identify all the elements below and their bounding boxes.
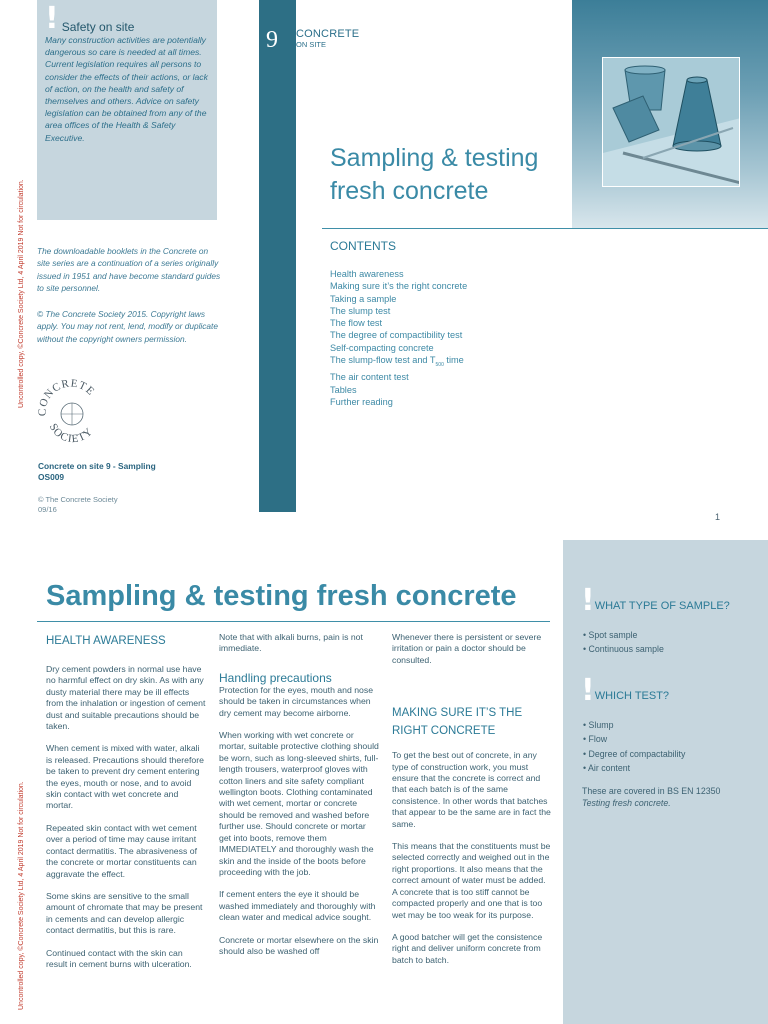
page1-rule <box>322 228 768 229</box>
blue-bar <box>259 0 296 512</box>
watermark-bottom: Uncontrolled copy, ©Concrete Society Ltd, 4 April 2019 Not for circulation. <box>18 781 25 1010</box>
contents-heading: CONTENTS <box>330 239 396 253</box>
series-sub: ON SITE <box>296 40 327 49</box>
column-precautions: Note that with alkali burns, pain is not immediate. Handling precautions Protection for the eyes, mouth and nose should be taken in circumstances when dry cement may become airborne. When working with wet concrete or mortar, suitable protective clothing should be worn, such as long-sleeved shirts, full-length trousers, waterproof gloves with cotton liners and site safety compliant wellington boots. Clothing contaminated with wet cement, mortar or concrete should be removed and washed before further use. Should concrete or mortar get into boots, remove them IMMEDIATELY and thoroughly wash the skin and the inside of the boots before proceeding with the job. If cement enters the eye it should be washed immediately and thoroughly with clean water and medical advice sought. Concrete or mortar elsewhere on the skin should also be washed off <box>219 632 379 956</box>
list-item: • Spot sample <box>583 630 638 640</box>
list-item: • Slump <box>583 720 614 730</box>
exclamation-icon: ! <box>45 1 59 36</box>
column-health: HEALTH AWARENESS Dry cement powders in normal use have no harmful effect on dry skin. As with any dusty material there may be ill effects from the inhalation or ingestion of cement dust and suitable precautions should be taken. When cement is mixed with water, alkali is released. Precautions should therefore be taken to prevent dry cement entering the eyes, mouth or nose, and to avoid skin contact with wet concrete and mortar. Repeated skin contact with wet cement over a period of time may cause irritant contact dermatitis. The abrasiveness of the concrete or mortar constituents can aggravate the effect. Some skins are sensitive to the small amount of chromate that may be present in cements and can develop allergic contact dermatitis, but this is rare. Continued contact with the skin can result in cement burns with ulceration. <box>46 632 206 981</box>
exclamation-icon: ! <box>581 583 595 618</box>
contents-item: Further reading <box>330 396 393 407</box>
series-word: CONCRETE <box>296 28 360 40</box>
safety-title: Safety on site <box>61 20 135 34</box>
list-item: • Degree of compactability <box>583 748 686 759</box>
heading-health: HEALTH AWARENESS <box>46 635 166 647</box>
safety-text: Many construction activities are potentially dangerous so care is needed at all times. Current legislation requires all persons to consider the effects of their actions, or lack of action, on the health and safety of themselves and others. Advice on safety legislation can be obtained from any of the area offices of the Health & Safety Executive. <box>45 35 208 143</box>
series-label: Concrete on site 9 - Sampling OS009 <box>38 461 156 482</box>
column-right-concrete: Whenever there is persistent or severe irritation or pain a doctor should be consulted. MAKING SURE IT’S THE RIGHT CONCRETE To get the best out of concrete, in any type of construction work, you must ensure that the concrete is correct and that each batch is of the same consistence. In other words that batches that appear to be the same are in fact the same. This means that the constituents must be selected correctly and weighed out in the right proportions. It also means that the correct amount of water must be added. A concrete that is too stiff cannot be compacted properly and one that is too wet may be too weak for its purpose. A good batcher will get the consistence right and deliver uniform concrete from batch to batch. <box>392 632 551 965</box>
sample-list <box>583 628 730 657</box>
contents-item: Health awareness <box>330 269 404 279</box>
list-item: • Air content <box>583 762 631 773</box>
sample-heading: WHAT TYPE OF SAMPLE? <box>594 600 730 612</box>
svg-text:CONCRETE: CONCRETE <box>36 378 98 417</box>
contents-item: Tables <box>330 384 357 395</box>
watermark-top: Uncontrolled copy, ©Concrete Society Ltd, 4 April 2019 Not for circulation. <box>18 179 25 408</box>
booklet-text: The downloadable booklets in the Concrete on site series are a continuation of a series originally issued in 1951 and have become standard guides to site personnel. <box>37 246 221 293</box>
svg-text:SOCIETY: SOCIETY <box>46 421 96 446</box>
copyright-text: © The Concrete Society 2015. Copyright laws apply. You may not rent, lend, modify or duplicate without the copyright owners permission. <box>37 309 218 344</box>
contents-item: Taking a sample <box>330 293 397 304</box>
test-list <box>583 718 685 775</box>
list-item: • Continuous sample <box>583 644 664 655</box>
heading-right-concrete: MAKING SURE IT’S THE RIGHT CONCRETE <box>392 707 523 738</box>
standards-note: These are covered in BS EN 12350 Testing fresh concrete. <box>582 786 721 808</box>
test-heading: WHICH TEST? <box>594 690 670 702</box>
copy-info: © The Concrete Society 09/16 <box>38 495 118 514</box>
concrete-equipment-image <box>602 57 740 187</box>
exclamation-icon: ! <box>581 673 595 708</box>
booklet-number: 9 <box>266 27 278 53</box>
safety-box <box>37 0 217 220</box>
concrete-society-logo <box>36 378 106 448</box>
page-number: 1 <box>715 512 721 522</box>
page2-rule <box>37 621 550 622</box>
contents-item: The degree of compactibility test <box>330 330 463 341</box>
page2-title: Sampling & testing fresh concrete <box>46 580 517 612</box>
contents-list <box>330 268 467 408</box>
list-item: • Flow <box>583 734 608 745</box>
contents-item: The slump-flow test and $T_{500}$ time <box>330 355 464 368</box>
contents-item: Self-compacting concrete <box>330 342 434 353</box>
page1-title: Sampling & testing fresh concrete <box>330 144 539 205</box>
contents-item: The air content test <box>330 372 409 383</box>
sample-type-block <box>581 583 730 657</box>
which-test-block <box>581 673 686 775</box>
contents-item: The flow test <box>330 318 383 329</box>
heading-handling: Handling precautions <box>219 670 332 685</box>
contents-item: Making sure it’s the right concrete <box>330 281 468 292</box>
contents-item: The slump test <box>330 305 391 316</box>
